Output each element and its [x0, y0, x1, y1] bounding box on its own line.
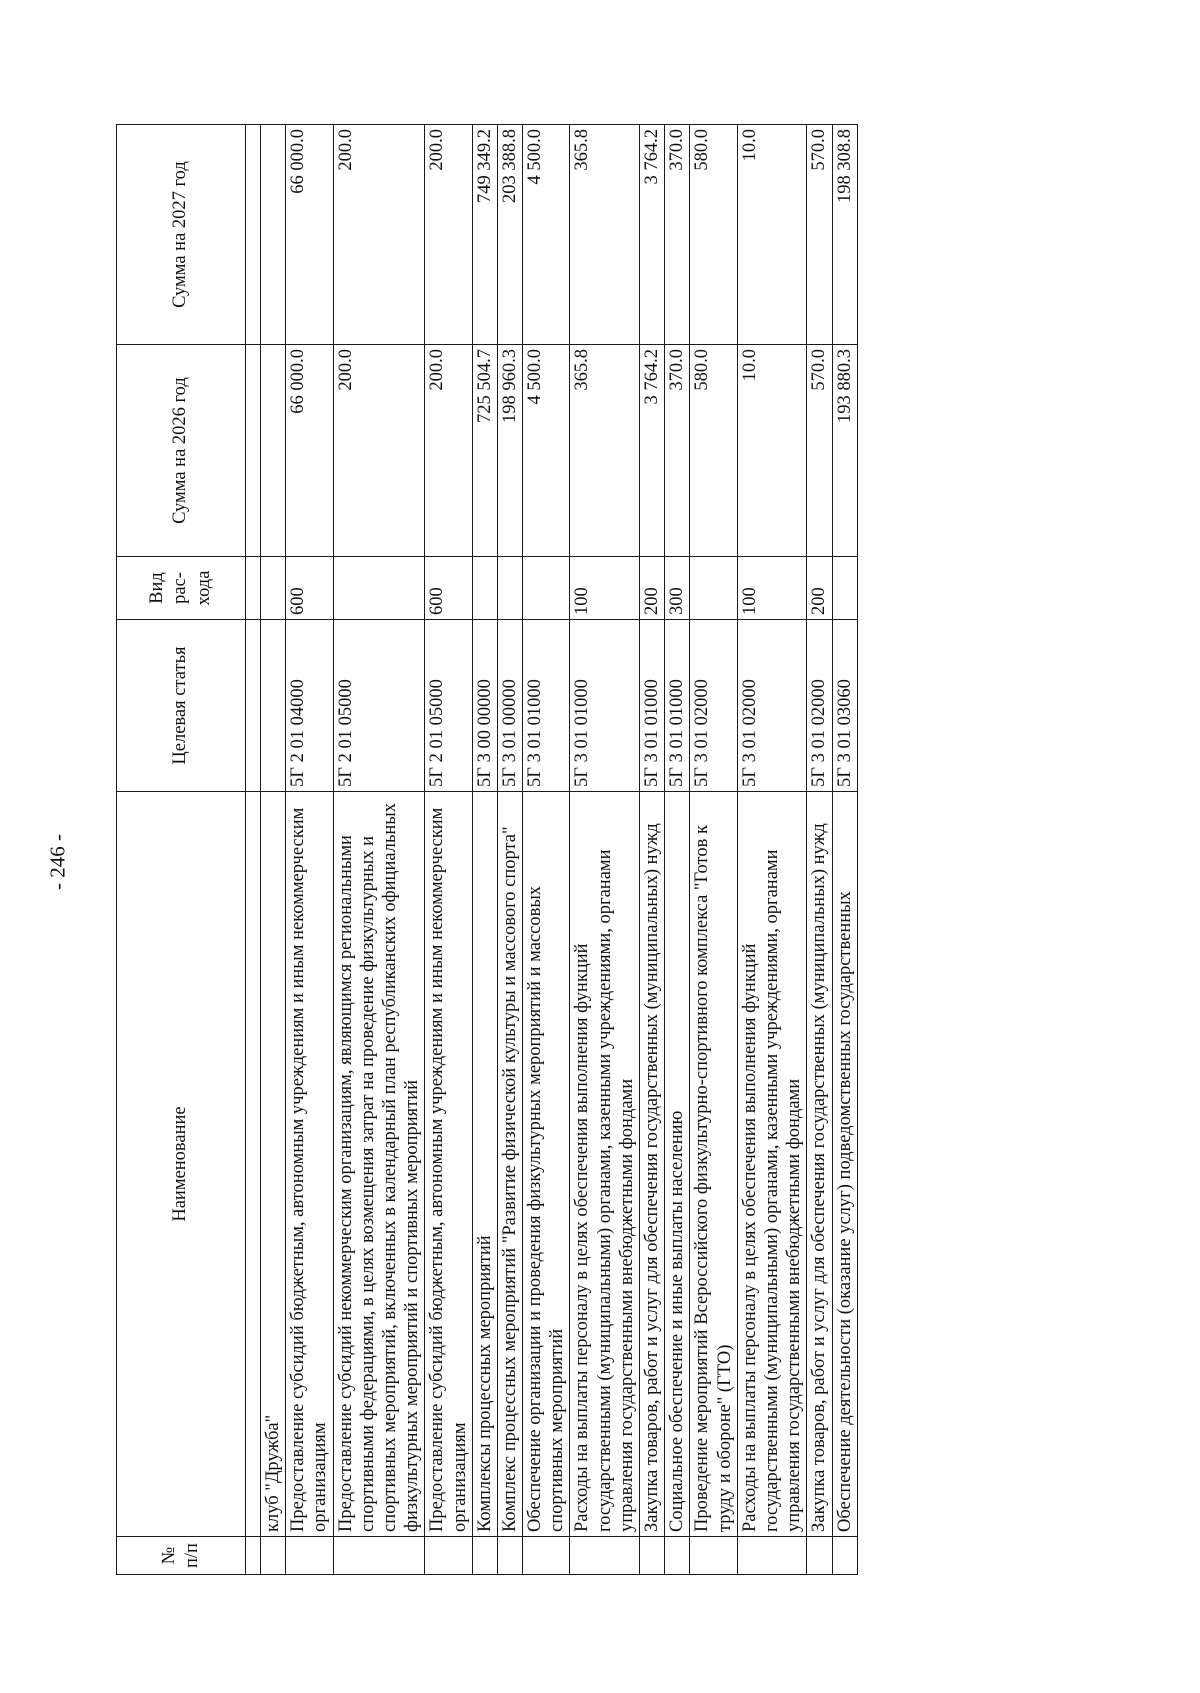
cell-vid: 300: [665, 557, 690, 620]
table-row: [425, 125, 472, 1575]
cell-vid: 600: [286, 557, 333, 620]
cell-sum-2026: 200.0: [333, 345, 425, 557]
spacer-cell: [246, 557, 261, 620]
cell-num: [261, 1537, 286, 1575]
cell-sum-2026: 10.0: [737, 345, 807, 557]
cell-name: Расходы на выплаты персоналу в целях обеспечения выполнения функций государственными (муниципальными) органами, казенными учреждениями, органами управления государственными внебюджетными фондами: [570, 792, 640, 1537]
cell-sum-2026: 365.8: [570, 345, 640, 557]
table-row: [472, 125, 497, 1575]
cell-code: 5Г 3 01 00000: [497, 620, 522, 792]
spacer-cell: [246, 345, 261, 557]
cell-vid: 600: [425, 557, 472, 620]
header-sum-2026: Сумма на 2026 год: [117, 345, 246, 557]
cell-name: Предоставление субсидий бюджетным, автономным учреждениям и иным некоммерческим организациям: [286, 792, 333, 1537]
cell-num: [832, 1537, 857, 1575]
cell-sum-2027: 580.0: [690, 125, 737, 345]
cell-name: Проведение мероприятий Всероссийского физкультурно-спортивного комплекса "Готов к труду и обороне" (ГТО): [690, 792, 737, 1537]
cell-name: Комплексы процессных мероприятий: [472, 792, 497, 1537]
table-row: [640, 125, 665, 1575]
cell-name: клуб "Дружба": [261, 792, 286, 1537]
cell-code: 5Г 2 01 05000: [333, 620, 425, 792]
table-row: [497, 125, 522, 1575]
cell-code: 5Г 3 01 03060: [832, 620, 857, 792]
cell-sum-2027: 749 349.2: [472, 125, 497, 345]
spacer-cell: [246, 125, 261, 345]
cell-sum-2026: 3 764.2: [640, 345, 665, 557]
cell-sum-2027: [261, 125, 286, 345]
table-row: [261, 125, 286, 1575]
spacer-cell: [246, 620, 261, 792]
spacer-cell: [246, 1537, 261, 1575]
cell-vid: [333, 557, 425, 620]
table-row: [570, 125, 640, 1575]
cell-code: 5Г 3 01 01000: [523, 620, 570, 792]
cell-sum-2027: 4 500.0: [523, 125, 570, 345]
cell-num: [523, 1537, 570, 1575]
cell-vid: [472, 557, 497, 620]
cell-sum-2027: 570.0: [807, 125, 832, 345]
cell-name: Обеспечение организации и проведения физкультурных мероприятий и массовых спортивных мероприятий: [523, 792, 570, 1537]
spacer-row: [246, 125, 261, 1575]
cell-vid: 200: [640, 557, 665, 620]
cell-name: Расходы на выплаты персоналу в целях обеспечения выполнения функций государственными (муниципальными) органами, казенными учреждениями, органами управления государственными внебюджетными фондами: [737, 792, 807, 1537]
cell-code: 5Г 3 01 01000: [570, 620, 640, 792]
header-name: Наименование: [117, 792, 246, 1537]
cell-code: 5Г 2 01 04000: [286, 620, 333, 792]
table-row: [665, 125, 690, 1575]
cell-code: 5Г 3 00 00000: [472, 620, 497, 792]
page-number: - 246 -: [45, 834, 70, 890]
cell-num: [690, 1537, 737, 1575]
cell-sum-2027: 365.8: [570, 125, 640, 345]
table-row: [832, 125, 857, 1575]
header-vid: Вид рас-хода: [117, 557, 246, 620]
cell-sum-2026: 370.0: [665, 345, 690, 557]
cell-sum-2027: 3 764.2: [640, 125, 665, 345]
cell-sum-2026: 580.0: [690, 345, 737, 557]
cell-name: Закупка товаров, работ и услуг для обеспечения государственных (муниципальных) нужд: [807, 792, 832, 1537]
cell-vid: [523, 557, 570, 620]
cell-sum-2027: 203 388.8: [497, 125, 522, 345]
cell-num: [807, 1537, 832, 1575]
table-row: [690, 125, 737, 1575]
cell-num: [286, 1537, 333, 1575]
cell-sum-2027: 200.0: [333, 125, 425, 345]
cell-sum-2027: 370.0: [665, 125, 690, 345]
cell-code: 5Г 3 01 02000: [690, 620, 737, 792]
header-num: № п/п: [117, 1537, 246, 1575]
cell-vid: [497, 557, 522, 620]
cell-vid: [832, 557, 857, 620]
cell-num: [497, 1537, 522, 1575]
cell-name: Обеспечение деятельности (оказание услуг) подведомственных государственных: [832, 792, 857, 1537]
cell-vid: [261, 557, 286, 620]
cell-num: [333, 1537, 425, 1575]
cell-sum-2027: 200.0: [425, 125, 472, 345]
cell-sum-2027: 66 000.0: [286, 125, 333, 345]
cell-vid: 100: [570, 557, 640, 620]
cell-sum-2027: 10.0: [737, 125, 807, 345]
table-row: [523, 125, 570, 1575]
cell-name: Комплекс процессных мероприятий "Развитие физической культуры и массового спорта": [497, 792, 522, 1537]
cell-name: Социальное обеспечение и иные выплаты населению: [665, 792, 690, 1537]
cell-sum-2026: 66 000.0: [286, 345, 333, 557]
cell-code: 5Г 2 01 05000: [425, 620, 472, 792]
cell-vid: 200: [807, 557, 832, 620]
spacer-cell: [246, 792, 261, 1537]
cell-sum-2026: 198 960.3: [497, 345, 522, 557]
table-row: [737, 125, 807, 1575]
header-sum-2027: Сумма на 2027 год: [117, 125, 246, 345]
table-row: [333, 125, 425, 1575]
cell-name: Предоставление субсидий бюджетным, автономным учреждениям и иным некоммерческим организациям: [425, 792, 472, 1537]
table-row: [807, 125, 832, 1575]
table-row: [286, 125, 333, 1575]
cell-code: [261, 620, 286, 792]
cell-num: [570, 1537, 640, 1575]
cell-name: Предоставление субсидий некоммерческим организациям, являющимся региональными спортивными федерациями, в целях возмещения затрат на проведение физкультурных и спортивных мероприятий, включенных в календарный план республиканских официальных физкультурных мероприятий и спортивных мероприятий: [333, 792, 425, 1537]
cell-vid: 100: [737, 557, 807, 620]
cell-code: 5Г 3 01 02000: [737, 620, 807, 792]
cell-code: 5Г 3 01 01000: [665, 620, 690, 792]
cell-sum-2026: 570.0: [807, 345, 832, 557]
cell-sum-2026: [261, 345, 286, 557]
cell-vid: [690, 557, 737, 620]
cell-sum-2026: 200.0: [425, 345, 472, 557]
cell-num: [425, 1537, 472, 1575]
cell-sum-2026: 725 504.7: [472, 345, 497, 557]
budget-table: [116, 124, 858, 1575]
budget-table-container: [116, 125, 1071, 1575]
cell-num: [472, 1537, 497, 1575]
cell-num: [665, 1537, 690, 1575]
cell-sum-2027: 198 308.8: [832, 125, 857, 345]
cell-code: 5Г 3 01 02000: [807, 620, 832, 792]
cell-name: Закупка товаров, работ и услуг для обеспечения государственных (муниципальных) нужд: [640, 792, 665, 1537]
cell-sum-2026: 4 500.0: [523, 345, 570, 557]
cell-code: 5Г 3 01 01000: [640, 620, 665, 792]
header-row: [117, 125, 246, 1575]
header-code: Целевая статья: [117, 620, 246, 792]
cell-sum-2026: 193 880.3: [832, 345, 857, 557]
cell-num: [640, 1537, 665, 1575]
cell-num: [737, 1537, 807, 1575]
